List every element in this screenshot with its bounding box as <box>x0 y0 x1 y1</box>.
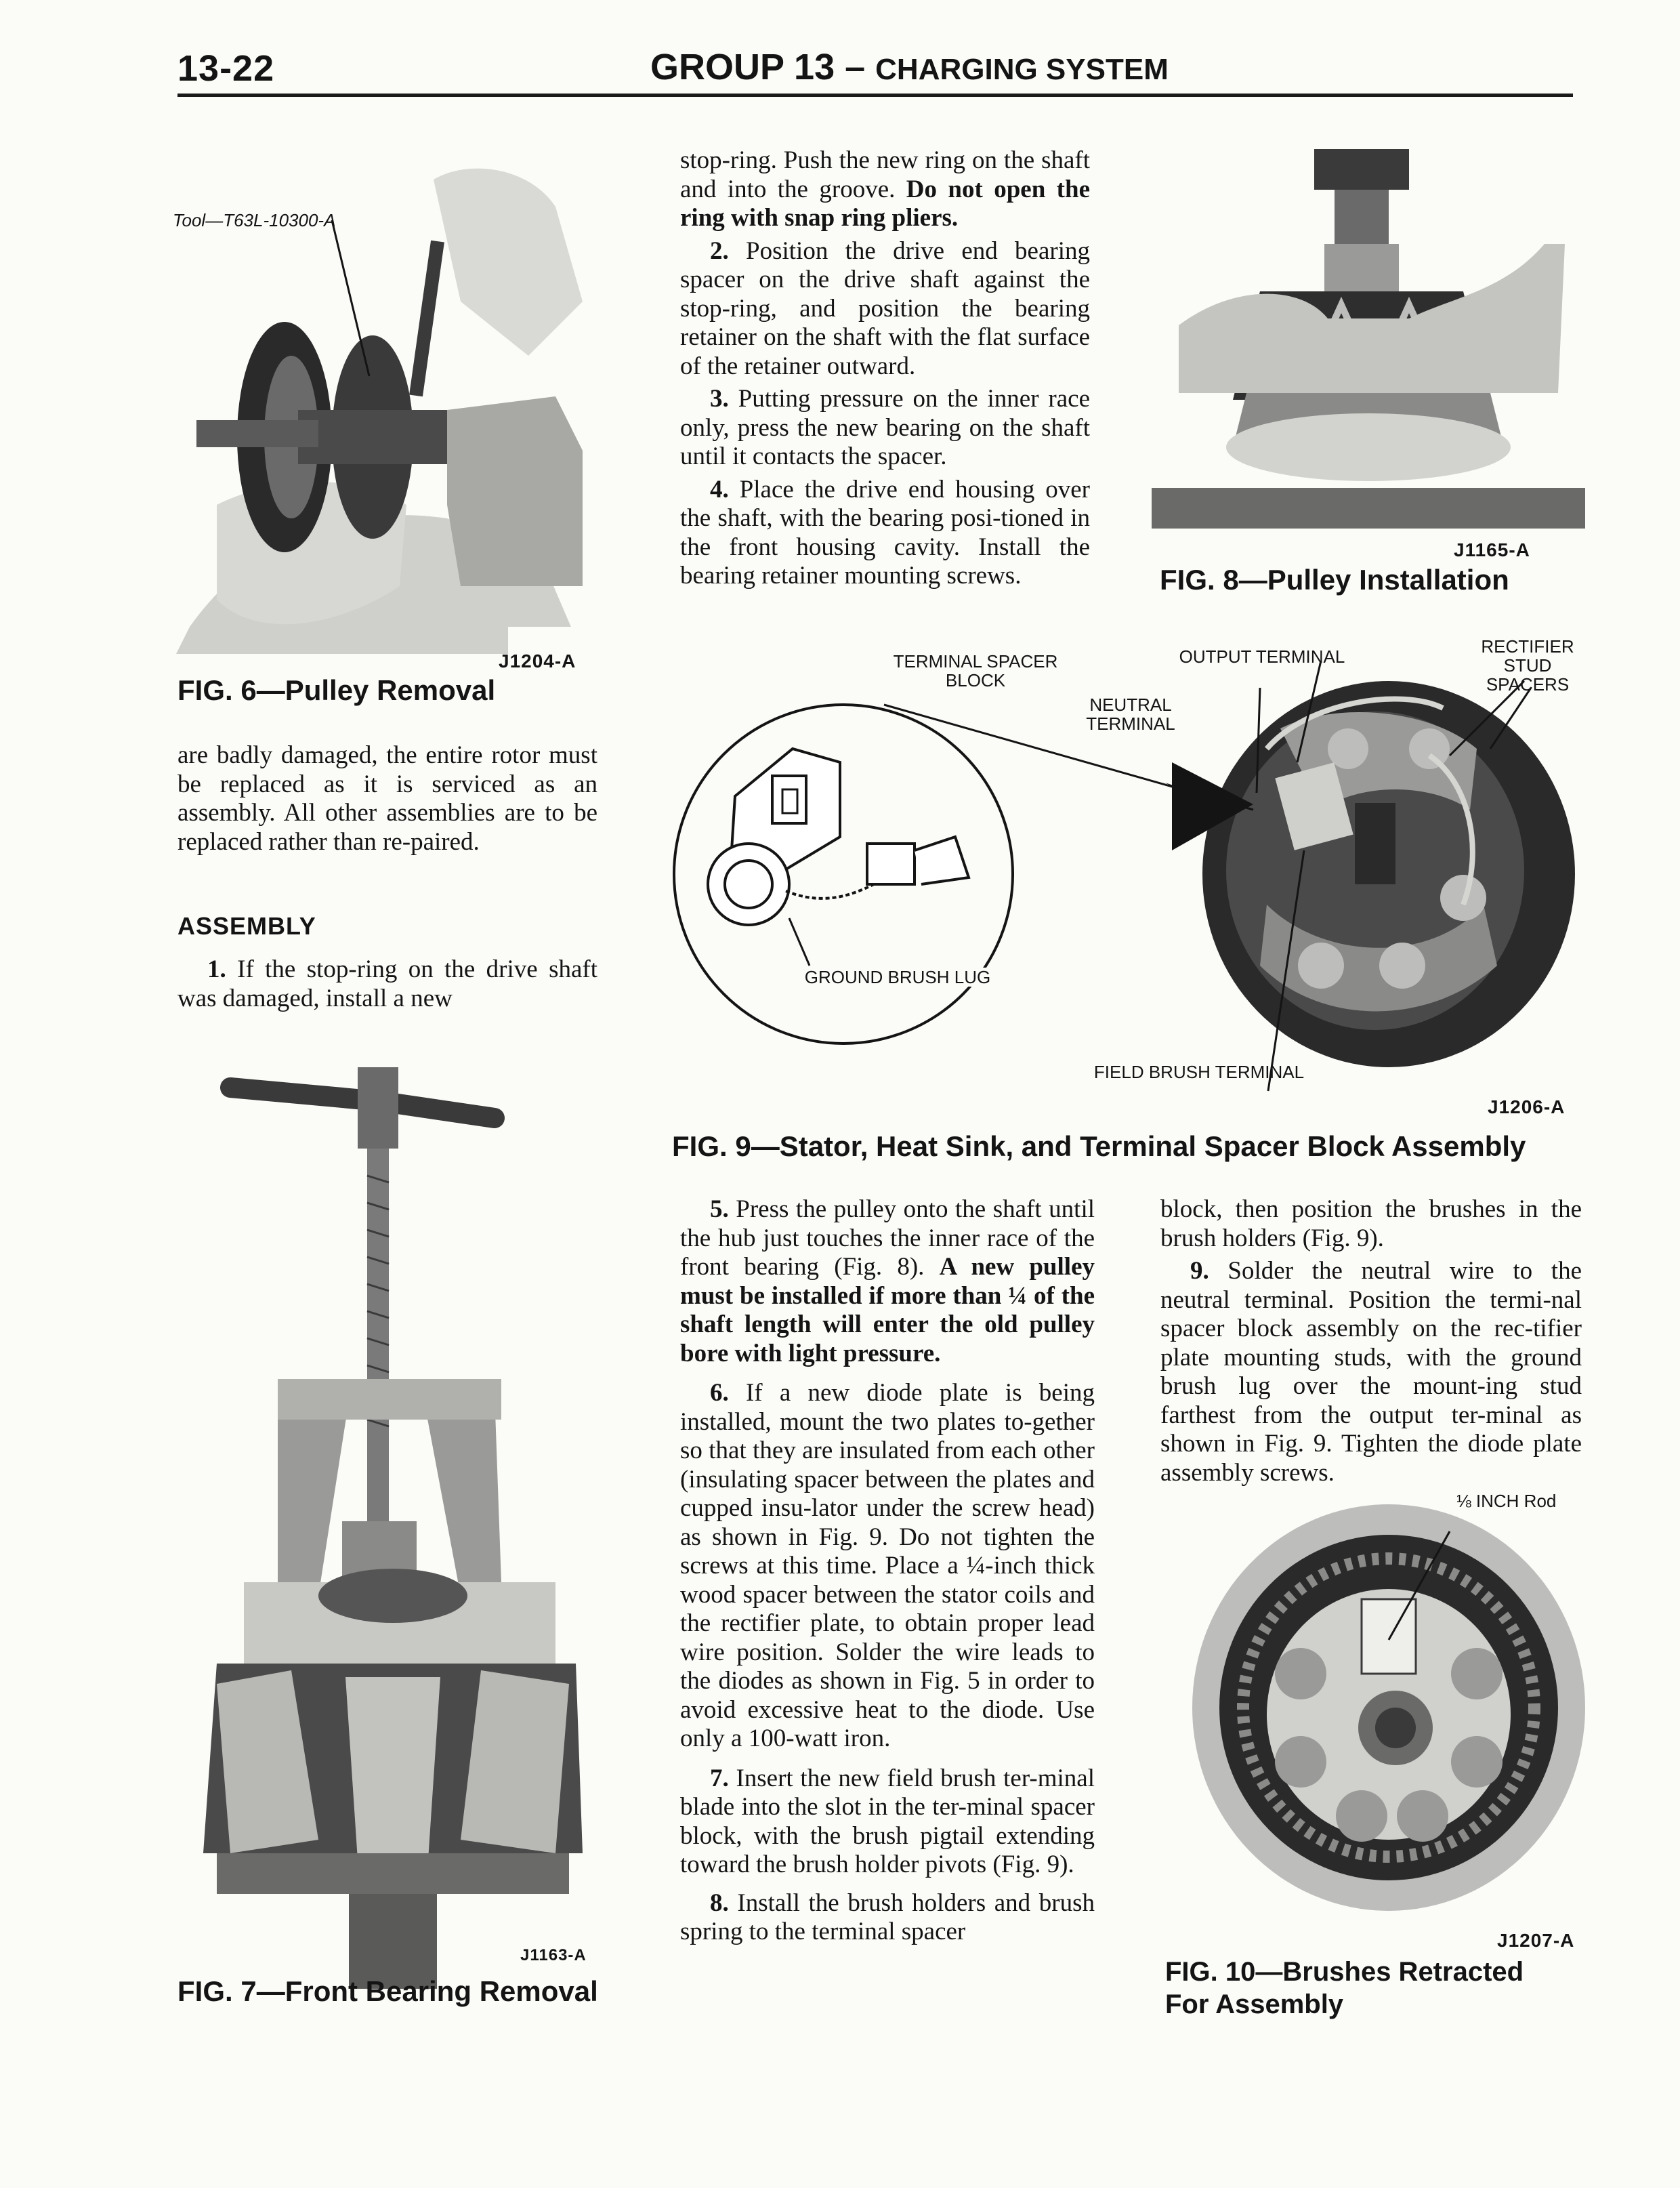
label-line: NEUTRAL <box>1089 695 1172 715</box>
col1-paragraph: are badly damaged, the entire rotor must be replaced as it is serviced as an assembly. All other assemblies are to be replaced rather than re-paired. <box>177 741 597 856</box>
group-label: GROUP 13 <box>650 47 835 87</box>
label-line: STUD <box>1503 655 1552 676</box>
col3-text <box>1160 1195 1582 1487</box>
col2-text <box>680 1195 1095 1947</box>
label-field-brush-terminal: FIELD BRUSH TERMINAL <box>1093 1062 1305 1082</box>
label-neutral-terminal <box>1080 695 1181 733</box>
step2-number: 2. <box>710 236 729 265</box>
fig10-rod-label: ⅛ INCH Rod <box>1456 1491 1557 1511</box>
fig9-caption: FIG. 9—Stator, Heat Sink, and Terminal Spacer Block Assembly <box>672 1130 1526 1162</box>
col3-cont: block, then position the brushes in the brush holders (Fig. 9). <box>1160 1195 1582 1252</box>
fig10-caption <box>1165 1956 1524 2021</box>
assembly-heading: ASSEMBLY <box>177 912 316 940</box>
step7-number: 7. <box>710 1764 729 1792</box>
label-line: TERMINAL <box>1086 714 1175 734</box>
step6-text: If a new diode plate is being installed, mount the two plates to-gether so that they are insulated from each other (insulating spacer between the plates and cupped insu-lator under the screw head) as shown in Fig. 9. Do not tighten the screws at this time. Place a ¼-inch thick wood spacer between the stator coils and the rectifier plate, to obtain proper lead wire position. Solder the wire leads to the diodes as shown in Fig. 5 in order to avoid excessive heat to the diode. Use only a 100-watt iron. <box>680 1379 1095 1752</box>
step8-number: 8. <box>710 1888 729 1917</box>
col1-text <box>177 741 597 856</box>
fig7-caption: FIG. 7—Front Bearing Removal <box>177 1975 598 2007</box>
step6-number: 6. <box>710 1379 729 1407</box>
fig6-caption: FIG. 6—Pulley Removal <box>177 674 496 706</box>
section-label: CHARGING SYSTEM <box>875 53 1169 86</box>
col1-step1 <box>177 955 597 1013</box>
title-dash: – <box>835 47 876 87</box>
step1-text: If the stop-ring on the drive shaft was damaged, install a new <box>177 955 597 1012</box>
step3-number: 3. <box>710 385 729 413</box>
label-ground-brush-lug: GROUND BRUSH LUG <box>786 968 1009 987</box>
col2-top-text <box>680 146 1090 591</box>
fig10-photo <box>1165 1504 1585 1952</box>
step9-number: 9. <box>1190 1257 1209 1285</box>
step5-number: 5. <box>710 1195 729 1223</box>
header-rule <box>177 94 1573 97</box>
page-number: 13-22 <box>177 48 275 89</box>
fig10-caption-line: For Assembly <box>1165 1989 1344 2019</box>
cont-text: stop-ring. Push the new ring on the shaft and into the groove. <box>680 146 1090 203</box>
label-terminal-spacer-block <box>874 652 1077 690</box>
fig6-code: J1204-A <box>499 651 576 672</box>
label-output-terminal: OUTPUT TERMINAL <box>1179 646 1345 667</box>
step5-text: Press the pulley onto the shaft until the hub just touches the inner race of the front bearing (Fig. 8). <box>680 1195 1095 1281</box>
step4-text: Place the drive end housing over the shaft, with the bearing posi-tioned in the front housing cavity. Install the bearing retainer mounting screws. <box>680 475 1090 590</box>
step3-text: Putting pressure on the inner race only, press the new bearing on the shaft until it contacts the spacer. <box>680 385 1090 470</box>
label-line: RECTIFIER <box>1481 636 1574 657</box>
fig10-caption-line: FIG. 10—Brushes Retracted <box>1165 1957 1524 1987</box>
step1-number: 1. <box>207 955 226 983</box>
label-line: TERMINAL SPACER <box>893 651 1058 672</box>
step5-bold: A new pulley must be installed if more than ¼ of the shaft length will enter the old pulley bore with light pressure. <box>680 1253 1095 1367</box>
fig6-tool-label: Tool—T63L-10300-A <box>173 210 336 230</box>
label-line: BLOCK <box>945 670 1006 690</box>
fig10-code: J1207-A <box>1497 1930 1575 1951</box>
step4-number: 4. <box>710 475 729 503</box>
fig8-photo <box>1152 149 1585 569</box>
fig8-code: J1165-A <box>1454 539 1530 560</box>
step2-text: Position the drive end bearing spacer on the drive shaft against the stop-ring, and position the bearing retainer on the shaft with the flat surface of the retainer outward. <box>680 236 1090 380</box>
label-rectifier-stud-spacers <box>1470 637 1585 694</box>
step9-text: Solder the neutral wire to the neutral terminal. Position the termi-nal spacer block assembly on the rec-tifier plate mounting studs, with the ground brush lug over the mount-ing stud farthest from the output ter-minal as shown in Fig. 9. Tighten the diode plate assembly screws. <box>1160 1257 1582 1487</box>
step7-text: Insert the new field brush ter-minal blade into the slot in the ter-minal spacer block, with the brush pigtail extending toward the brush holder pivots (Fig. 9). <box>680 1764 1095 1878</box>
fig9-code: J1206-A <box>1488 1096 1566 1117</box>
page-title <box>650 46 1169 88</box>
cont-bold: Do not open the ring with snap ring pliers. <box>680 175 1090 232</box>
label-line: SPACERS <box>1486 674 1570 695</box>
fig7-code: J1163-A <box>520 1946 587 1964</box>
fig8-caption: FIG. 8—Pulley Installation <box>1160 564 1509 596</box>
step8-text: Install the brush holders and brush spring to the terminal spacer <box>680 1888 1095 1945</box>
fig7-photo <box>176 1054 610 2002</box>
